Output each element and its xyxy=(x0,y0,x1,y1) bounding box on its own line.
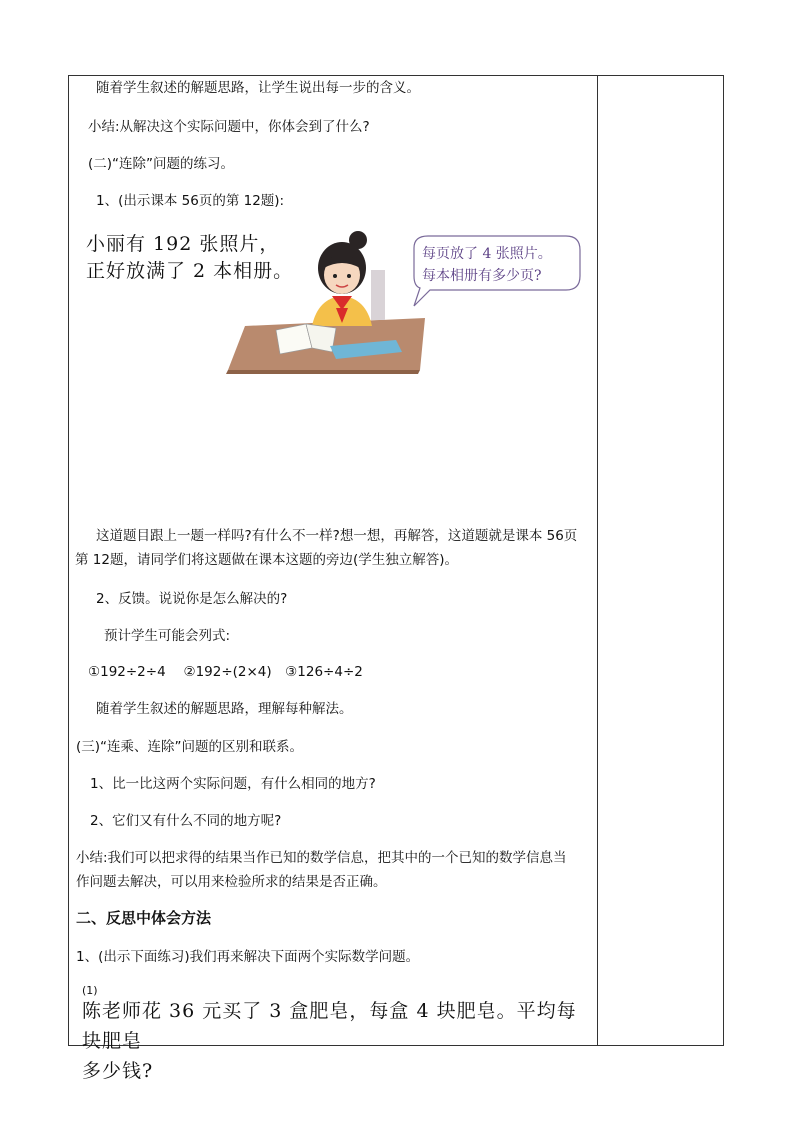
textbook-illustration xyxy=(80,228,585,376)
text-line: 1、比一比这两个实际问题，有什么相同的地方? xyxy=(90,776,376,792)
illustration-text-2: 正好放满了 2 本相册。 xyxy=(86,260,294,282)
text-line: 随着学生叙述的解题思路，让学生说出每一步的含义。 xyxy=(96,80,420,96)
text-line: 1、(出示下面练习)我们再来解决下面两个实际数学问题。 xyxy=(76,949,420,965)
bubble-text-1: 每页放了 4 张照片。 xyxy=(422,246,552,262)
exercise-intro: 1、(出示课本 56页的第 12题): xyxy=(96,193,285,209)
text-line: 预计学生可能会列式: xyxy=(104,628,231,644)
section-heading: (二)“连除”问题的练习。 xyxy=(88,156,235,172)
text-line: 2、它们又有什么不同的地方呢? xyxy=(90,813,282,829)
text-line: 第 12题，请同学们将这题做在课本这题的旁边(学生独立解答)。 xyxy=(75,552,459,568)
word-problem xyxy=(82,996,587,1086)
illustration-text-1: 小丽有 192 张照片， xyxy=(86,233,280,255)
section-heading: (三)“连乘、连除”问题的区别和联系。 xyxy=(76,739,304,755)
girl-figure xyxy=(312,231,385,326)
problem-number: (1) xyxy=(82,984,98,997)
section-title: 二、反思中体会方法 xyxy=(76,909,212,927)
word-problem-line: 陈老师花 36 元买了 3 盒肥皂，每盒 4 块肥皂。平均每块肥皂 xyxy=(82,1000,577,1052)
table-column-divider xyxy=(597,75,598,1046)
formula-list: ①192÷2÷4 ②192÷(2×4) ③126÷4÷2 xyxy=(88,664,363,680)
text-line: 作问题去解决，可以用来检验所求的结果是否正确。 xyxy=(76,874,387,890)
text-line: 2、反馈。说说你是怎么解决的? xyxy=(96,591,288,607)
text-line: 随着学生叙述的解题思路，理解每种解法。 xyxy=(96,701,353,717)
speech-bubble xyxy=(414,236,580,306)
text-line: 这道题目跟上一题一样吗?有什么不一样?想一想，再解答，这道题就是课本 56页 xyxy=(96,528,578,544)
summary-question: 小结:从解决这个实际问题中，你体会到了什么? xyxy=(88,119,370,135)
bubble-text-2: 每本相册有多少页? xyxy=(422,268,542,284)
text-line: 小结:我们可以把求得的结果当作已知的数学信息，把其中的一个已知的数学信息当 xyxy=(76,850,567,866)
word-problem-line: 多少钱? xyxy=(82,1060,154,1082)
